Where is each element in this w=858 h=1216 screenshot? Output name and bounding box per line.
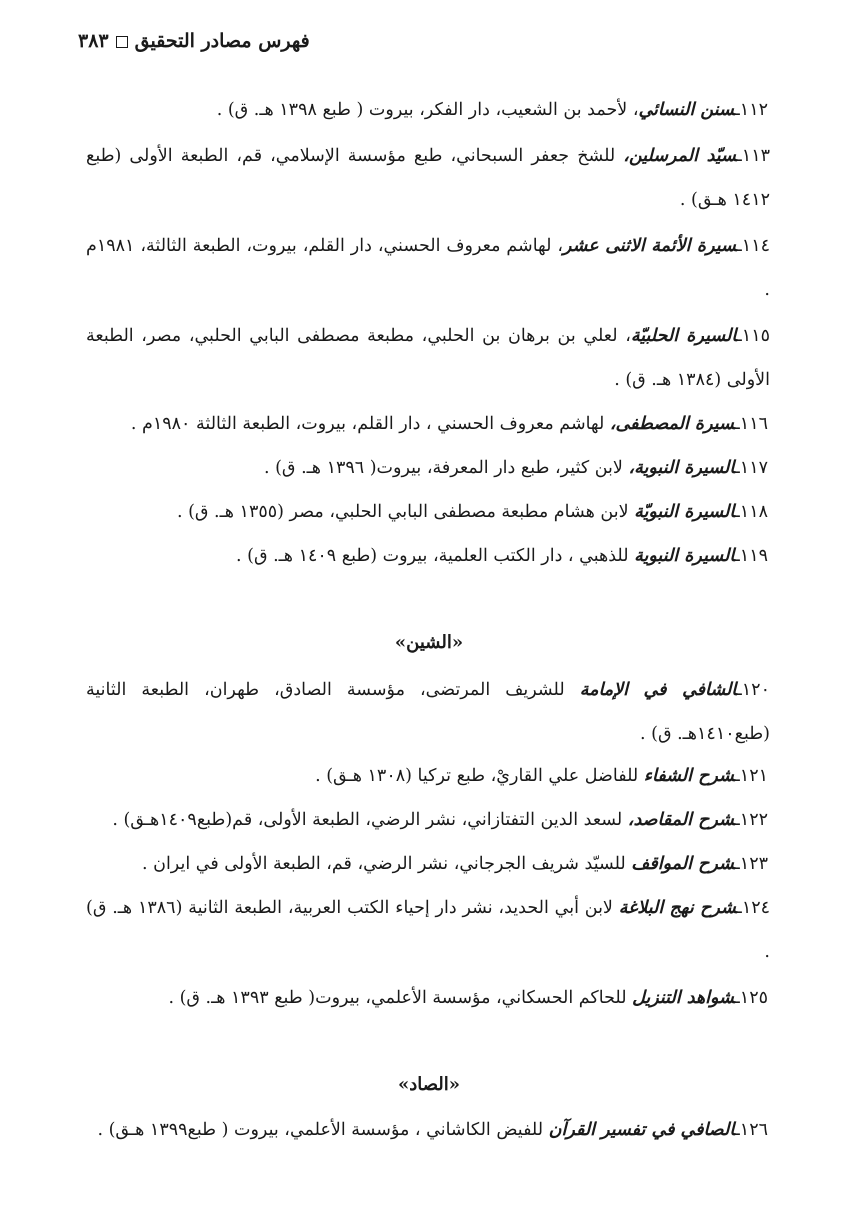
bibliography-entry [86, 534, 768, 578]
bibliography-entry [86, 668, 770, 756]
entry-title: الصافي في تفسير القرآن [548, 1120, 735, 1140]
entry-title: السيرة الحلبيّة [630, 326, 737, 346]
bibliography-entry [86, 402, 768, 446]
running-header [78, 30, 310, 52]
entry-title: سيّد المرسلين، [623, 146, 737, 166]
entry-title: شرح الشفاء [643, 766, 735, 786]
bibliography-entry [86, 842, 768, 886]
entry-number: ١١٢ـ [734, 100, 768, 120]
entry-details: لابن أبي الحديد، نشر دار إحياء الكتب العربية، الطبعة الثانية (١٣٨٦ هـ. ق) . [86, 898, 770, 962]
entry-number: ١١٧ـ [734, 458, 768, 478]
bibliography-entry [86, 88, 768, 132]
entry-details: للسيّد شريف الجرجاني، نشر الرضي، قم، الطبعة الأولى في ايران . [141, 854, 632, 874]
entry-title: سيرة المصطفى، [609, 414, 735, 434]
entry-details: ، لعلي بن برهان بن الحلبي، مطبعة مصطفى البابي الحلبي، مصر، الطبعة الأولى (١٣٨٤ هـ. ق) . [86, 326, 770, 390]
entry-details: ، لهاشم معروف الحسني، دار القلم، بيروت، الطبعة الثالثة، ١٩٨١م . [86, 236, 770, 300]
bibliography-entry [86, 490, 768, 534]
section-heading: «الصاد» [397, 1074, 461, 1095]
entry-title: شرح المقاصد، [627, 810, 735, 830]
entry-title: شرح نهج البلاغة [618, 898, 737, 918]
entry-details: لابن كثير، طبع دار المعرفة، بيروت( ١٣٩٦ هـ. ق) . [263, 458, 629, 478]
entry-number: ١١٤ـ [736, 236, 770, 256]
entry-details: للفيض الكاشاني ، مؤسسة الأعلمي، بيروت ( طبع١٣٩٩ هـق) . [97, 1120, 549, 1140]
entry-number: ١٢٥ـ [734, 988, 768, 1008]
bibliography-entry [86, 798, 768, 842]
entry-title: شواهد التنزيل [632, 988, 735, 1008]
entry-details: ، لأحمد بن الشعيب، دار الفكر، بيروت ( طبع ١٣٩٨ هـ. ق) . [216, 100, 639, 120]
entry-details: للذهبي ، دار الكتب العلمية، بيروت (طبع ١٤٠٩ هـ. ق) . [236, 546, 635, 566]
entry-details: للفاضل علي القاريْ، طبع تركيا (١٣٠٨ هـق) . [315, 766, 644, 786]
entry-details: لسعد الدين التفتازاني، نشر الرضي، الطبعة الأولى، قم(طبع١٤٠٩هـق) . [112, 810, 628, 830]
section-heading: «الشين» [394, 632, 464, 653]
entry-number: ١٢٦ـ [734, 1120, 768, 1140]
entry-title: السيرة النبويّة [634, 502, 735, 522]
entry-number: ١١٨ـ [734, 502, 768, 522]
entry-title: سنن النسائي [638, 100, 735, 120]
bibliography-entry [86, 886, 770, 974]
entry-title: شرح المواقف [631, 854, 735, 874]
bibliography-entry [86, 134, 770, 222]
bibliography-entry [86, 976, 768, 1020]
square-ornament-icon [116, 36, 128, 48]
entry-details: لهاشم معروف الحسني ، دار القلم، بيروت، الطبعة الثالثة ١٩٨٠م . [130, 414, 610, 434]
entry-number: ١١٣ـ [736, 146, 770, 166]
entry-number: ١١٦ـ [734, 414, 768, 434]
entry-title: الشافي في الإمامة [579, 680, 737, 700]
bibliography-entry [86, 446, 768, 490]
bibliography-entry [86, 1108, 768, 1152]
bibliography-entry [86, 224, 770, 312]
header-title: فهرس مصادر التحقيق [134, 30, 310, 52]
entry-number: ١٢٣ـ [734, 854, 768, 874]
entry-number: ١١٥ـ [736, 326, 770, 346]
bibliography-entry [86, 754, 768, 798]
entry-details: للشريف المرتضى، مؤسسة الصادق، طهران، الطبعة الثانية (طبع١٤١٠هـ. ق) . [86, 680, 770, 744]
entry-number: ١١٩ـ [734, 546, 768, 566]
bibliography-entry [86, 314, 770, 402]
entry-title: السيرة النبوية، [628, 458, 735, 478]
entry-number: ١٢١ـ [734, 766, 768, 786]
entry-title: السيرة النبوية [634, 546, 735, 566]
page-number: ٣٨٣ [78, 30, 109, 52]
entry-details: للشخ جعفر السبحاني، طبع مؤسسة الإسلامي، قم، الطبعة الأولى (طبع ١٤١٢ هـق) . [86, 146, 770, 210]
entry-details: للحاكم الحسكاني، مؤسسة الأعلمي، بيروت( طبع ١٣٩٣ هـ. ق) . [168, 988, 633, 1008]
entry-number: ١٢٤ـ [736, 898, 771, 918]
entry-number: ١٢٢ـ [734, 810, 768, 830]
entry-details: لابن هشام مطبعة مصطفى البابي الحلبي، مصر (١٣٥٥ هـ. ق) . [176, 502, 635, 522]
entry-number: ١٢٠ـ [736, 680, 770, 700]
entry-title: سيرة الأئمة الاثنى عشر [563, 236, 737, 256]
